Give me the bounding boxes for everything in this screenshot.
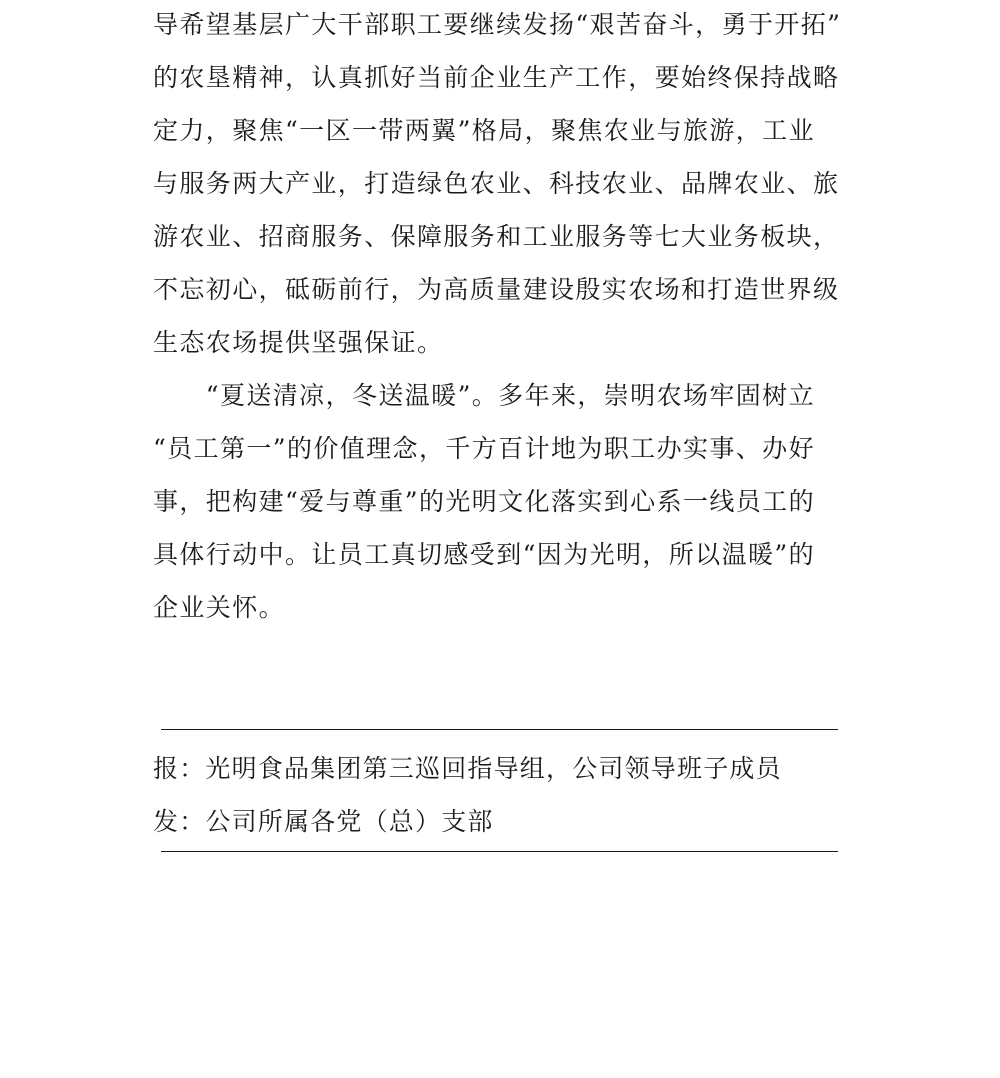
paragraph-2-line-2: “员工第一”的价值理念，千方百计地为职工办实事、办好 — [153, 434, 815, 463]
paragraph-2-line-3: 事，把构建“爱与尊重”的光明文化落实到心系一线员工的 — [153, 487, 815, 516]
paragraph-1-line-7: 生态农场提供坚强保证。 — [153, 328, 444, 357]
paragraph-1-line-2: 的农垦精神，认真抓好当前企业生产工作，要始终保持战略 — [153, 63, 840, 92]
report-to-line: 报：光明食品集团第三巡回指导组，公司领导班子成员 — [153, 754, 782, 783]
paragraph-1-line-4: 与服务两大产业，打造绿色农业、科技农业、品牌农业、旅 — [153, 169, 840, 198]
send-to-line: 发：公司所属各党（总）支部 — [153, 807, 494, 836]
paragraph-2-line-4: 具体行动中。让员工真切感受到“因为光明，所以温暖”的 — [153, 540, 815, 569]
paragraph-1-line-1: 导希望基层广大干部职工要继续发扬“艰苦奋斗，勇于开拓” — [153, 10, 842, 39]
distribution-bottom-rule — [161, 851, 838, 852]
paragraph-2-line-1: “夏送清凉，冬送温暖”。多年来，崇明农场牢固树立 — [153, 381, 815, 410]
distribution-top-rule — [161, 729, 838, 730]
paragraph-1-line-3: 定力，聚焦“一区一带两翼”格局，聚焦农业与旅游，工业 — [153, 116, 815, 145]
paragraph-1-line-6: 不忘初心，砥砺前行，为高质量建设殷实农场和打造世界级 — [153, 275, 840, 304]
paragraph-1-line-5: 游农业、招商服务、保障服务和工业服务等七大业务板块， — [153, 222, 840, 251]
paragraph-2-line-5: 企业关怀。 — [153, 593, 286, 622]
